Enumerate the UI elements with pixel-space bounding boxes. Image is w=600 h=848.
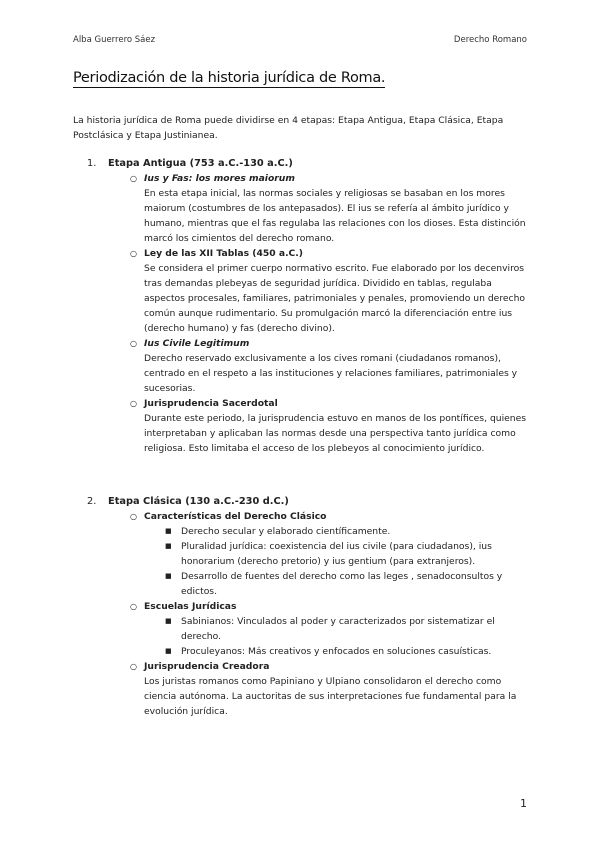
item-text: En esta etapa inicial, las normas sociales y religiosas se basaban en los mores maiorum (costumbres de los antepasados). El ius se refería al ámbito jurídico y humano, mientras que el fas regulaba las relaciones con los dioses. Esta distinción marcó los cimientos del derecho romano. — [144, 188, 526, 244]
section-title: Etapa Clásica (130 a.C.-230 d.C.) — [108, 496, 289, 507]
section-heading — [73, 494, 528, 509]
list-item — [73, 599, 528, 614]
sub-item-text: Proculeyanos: Más creativos y enfocados en soluciones casuísticas. — [181, 646, 492, 657]
item-text: Los juristas romanos como Papiniano y Ulpiano consolidaron el derecho como ciencia autónoma. La auctoritas de sus interpretaciones fue fundamental para la evolución jurídica. — [144, 676, 517, 717]
sub-list-item — [73, 644, 528, 659]
square-bullet-icon: ■ — [165, 527, 172, 535]
item-text: Derecho reservado exclusivamente a los cives romani (ciudadanos romanos), centrado en el respeto a las instituciones y relaciones familiares, patrimoniales y sucesorias. — [144, 353, 518, 394]
header-author: Alba Guerrero Sáez — [73, 35, 156, 45]
circle-bullet-icon: ○ — [130, 174, 137, 183]
section-etapa-clasica — [73, 494, 528, 719]
square-bullet-icon: ■ — [165, 542, 172, 550]
circle-bullet-icon: ○ — [130, 602, 137, 611]
section-title: Etapa Antigua (753 a.C.-130 a.C.) — [108, 158, 293, 169]
section-heading — [73, 156, 528, 171]
list-item — [73, 509, 528, 524]
square-bullet-icon: ■ — [165, 572, 172, 580]
page-number: 1 — [520, 797, 527, 810]
page-title: Periodización de la historia jurídica de Roma. — [73, 70, 386, 86]
sub-item-text: Desarrollo de fuentes del derecho como las leges , senadoconsultos y edictos. — [181, 571, 503, 597]
item-heading: Jurisprudencia Creadora — [144, 661, 270, 672]
item-heading: Características del Derecho Clásico — [144, 511, 327, 522]
sub-list-item — [73, 569, 528, 599]
circle-bullet-icon: ○ — [130, 399, 137, 408]
sub-list-item — [73, 524, 528, 539]
document-body — [73, 113, 528, 719]
sub-item-text: Derecho secular y elaborado científicamente. — [181, 526, 391, 537]
circle-bullet-icon: ○ — [130, 339, 137, 348]
item-heading: Jurisprudencia Sacerdotal — [144, 398, 278, 409]
square-bullet-icon: ■ — [165, 617, 172, 625]
list-item — [73, 396, 528, 456]
item-heading: Ius y Fas: los mores maiorum — [144, 173, 295, 184]
item-text: Durante este periodo, la jurisprudencia estuvo en manos de los pontífices, quienes interpretaban y aplicaban las normas desde una perspectiva tanto jurídica como religiosa. Esto limitaba el acceso de los plebeyos al conocimiento jurídico. — [144, 413, 527, 454]
header-subject: Derecho Romano — [453, 35, 527, 45]
item-heading: Ley de las XII Tablas (450 a.C.) — [144, 248, 303, 259]
list-item — [73, 171, 528, 246]
item-text: Se considera el primer cuerpo normativo escrito. Fue elaborado por los decenviros tras demandas plebeyas de seguridad jurídica. Dividido en tablas, regulaba aspectos procesales, familiares, patrimoniales y penales, promoviendo un derecho común aunque rudimentario. Su promulgación marcó la diferenciación entre ius (derecho humano) y fas (derecho divino). — [144, 263, 526, 334]
section-number: 1. — [87, 158, 97, 169]
square-bullet-icon: ■ — [165, 647, 172, 655]
item-heading: Escuelas Jurídicas — [144, 601, 237, 612]
item-heading: Ius Civile Legitimum — [144, 338, 250, 349]
list-item — [73, 336, 528, 396]
sub-list-item — [73, 614, 528, 644]
circle-bullet-icon: ○ — [130, 662, 137, 671]
section-number: 2. — [87, 496, 97, 507]
circle-bullet-icon: ○ — [130, 512, 137, 521]
sub-list-item — [73, 539, 528, 569]
sub-item-text: Pluralidad jurídica: coexistencia del ius civile (para ciudadanos), ius honorarium (derecho pretorio) y ius gentium (para extranjeros). — [181, 541, 492, 567]
circle-bullet-icon: ○ — [130, 249, 137, 258]
section-etapa-antigua — [73, 156, 528, 456]
list-item — [73, 659, 528, 719]
intro-paragraph: La historia jurídica de Roma puede dividirse en 4 etapas: Etapa Antigua, Etapa Clásica, Etapa Postclásica y Etapa Justinianea. — [73, 115, 504, 141]
list-item — [73, 246, 528, 336]
sub-item-text: Sabinianos: Vinculados al poder y caracterizados por sistematizar el derecho. — [181, 616, 495, 642]
